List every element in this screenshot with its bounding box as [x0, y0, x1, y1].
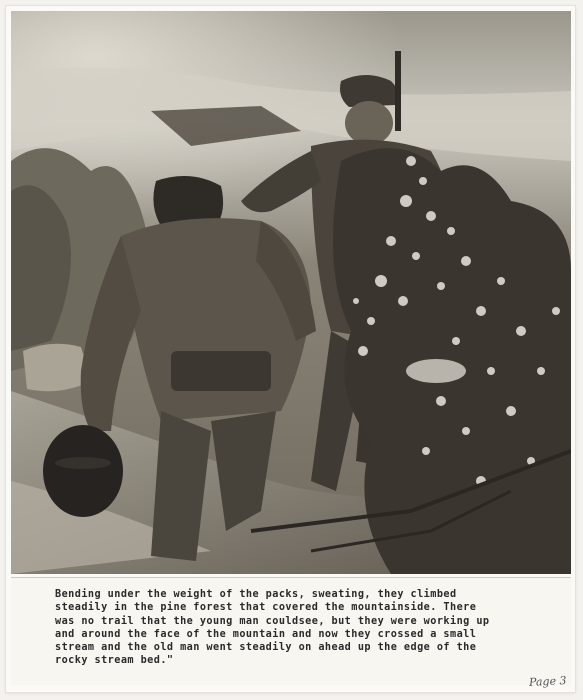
caption-line: and around the face of the mountain and now they crossed a small: [55, 628, 477, 640]
foreground-foliage: [333, 148, 571, 574]
caption-line: steadily in the pine forest that covered the mountainside. There: [55, 602, 477, 614]
caption-line: rocky stream bed.": [55, 655, 174, 667]
photo-print: [6, 6, 575, 692]
photograph: [11, 11, 571, 574]
caption-block: [11, 577, 571, 685]
page-number-note: Page 3: [529, 674, 568, 689]
caption-line: was no trail that the young man couldsee, but they were working up: [55, 615, 490, 627]
caption-line: Bending under the weight of the packs, sweating, they climbed: [55, 589, 457, 600]
caption-line: stream and the old man went steadily on ahead up the edge of the: [55, 642, 477, 654]
photo-scene: [11, 11, 571, 574]
